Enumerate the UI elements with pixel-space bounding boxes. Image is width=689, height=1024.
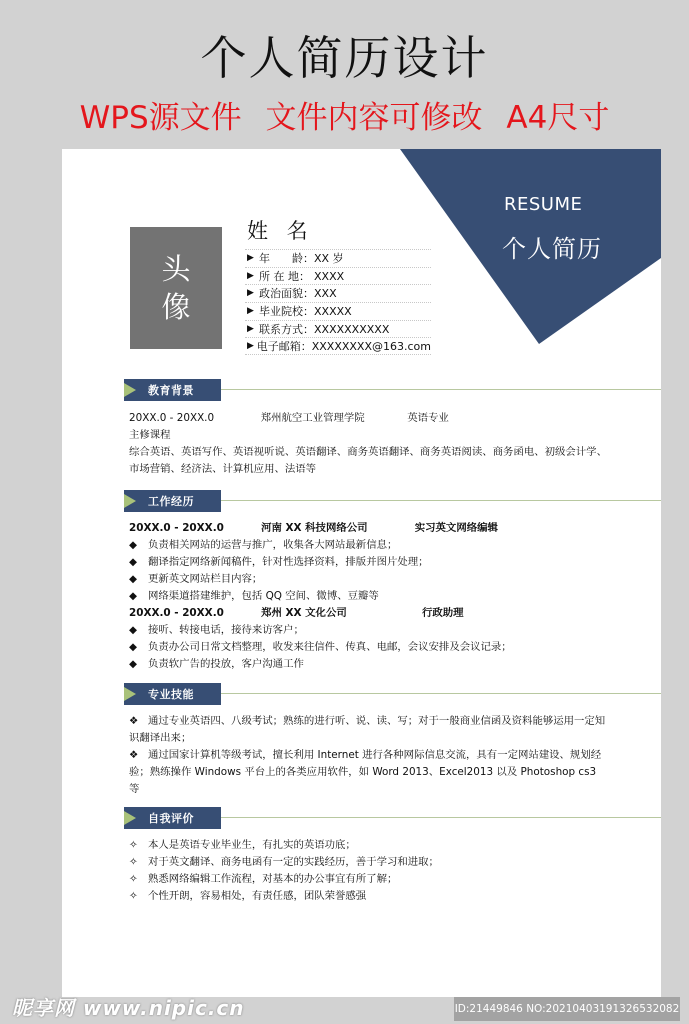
courses-label: 主修课程 <box>129 429 171 441</box>
diamond-bullet-icon: ◆ <box>129 658 137 670</box>
job-duty <box>129 639 512 656</box>
resume-label-cn: 个人简历 <box>502 235 602 263</box>
job-position: 行政助理 <box>421 607 464 619</box>
info-value: XXXXXXXXXX <box>314 322 390 336</box>
banner-subtitle: WPS源文件 文件内容可修改 A4尺寸 <box>79 100 610 136</box>
job-header-1 <box>129 520 498 537</box>
section-tab <box>124 490 221 512</box>
section-divider <box>221 693 661 694</box>
avatar-text-2: 像 <box>161 290 191 324</box>
education-major: 英语专业 <box>407 412 449 424</box>
avatar-text-1: 头 <box>161 252 191 286</box>
diamond-bullet-icon: ◆ <box>129 556 137 568</box>
job-header-2 <box>129 605 464 622</box>
duty-text: 负责软广告的投放，客户沟通工作 <box>148 658 304 670</box>
star-bullet-icon: ✧ <box>129 873 138 885</box>
triangle-bullet-icon: ▶ <box>247 340 254 351</box>
section-tab <box>124 683 221 705</box>
info-row-contact <box>245 320 431 338</box>
section-divider <box>221 389 661 390</box>
triangle-bullet-icon: ▶ <box>247 305 254 316</box>
duty-text: 更新英文网站栏目内容； <box>148 573 263 585</box>
duty-text: 网络渠道搭建维护，包括 QQ 空间、微博、豆瓣等 <box>148 590 379 602</box>
section-title: 教育背景 <box>148 384 194 397</box>
job-duty <box>129 588 379 605</box>
section-header-self-eval <box>124 807 661 829</box>
diamond-dots-bullet-icon: ❖ <box>129 715 139 727</box>
eval-text: 熟悉网络编辑工作流程，对基本的办公事宜有所了解； <box>148 873 398 885</box>
section-divider <box>221 500 661 501</box>
info-label: 电子邮箱： <box>256 339 312 353</box>
skill-item <box>129 713 609 747</box>
arrow-right-icon <box>124 811 136 825</box>
arrow-right-icon <box>124 687 136 701</box>
eval-text: 本人是英语专业毕业生，有扎实的英语功底； <box>148 839 356 851</box>
info-row-location <box>245 267 431 285</box>
skill-text: 通过专业英语四、八级考试；熟练的进行听、说、读、写；对于一般商业信函及资料能够运用一定知识翻译出来； <box>129 715 606 744</box>
candidate-name: 姓 名 <box>247 219 314 243</box>
banner-title: 个人简历设计 <box>200 31 489 85</box>
resume-page <box>62 149 661 997</box>
job-period: 20XX.0 - 20XX.0 <box>129 607 224 619</box>
section-header-education <box>124 379 661 401</box>
info-value: XXXXXXXX@163.com <box>311 339 431 353</box>
watermark-id: ID:21449846 NO:20210403191326532082 <box>454 997 680 1021</box>
section-title: 工作经历 <box>148 495 194 508</box>
education-period: 20XX.0 - 20XX.0 <box>129 412 215 424</box>
info-value: XXXX <box>314 269 345 283</box>
eval-text: 对于英文翻译、商务电函有一定的实践经历，善于学习和进取； <box>148 856 439 868</box>
section-header-work <box>124 490 661 512</box>
job-duty <box>129 554 429 571</box>
eval-item <box>129 871 397 888</box>
section-title: 自我评价 <box>148 812 194 825</box>
triangle-bullet-icon: ▶ <box>247 270 254 281</box>
job-position: 实习英文网络编辑 <box>414 522 498 534</box>
star-bullet-icon: ✧ <box>129 839 138 851</box>
courses-list: 综合英语、英语写作、英语视听说、英语翻译、商务英语翻译、商务英语阅读、商务函电、初级会计学、市场营销、经济法、计算机应用、法语等 <box>129 446 607 475</box>
eval-item <box>129 888 366 905</box>
duty-text: 负责办公司日常文档整理，收发来往信件、传真、电邮，会议安排及会议记录； <box>148 641 512 653</box>
info-value: XXX <box>314 287 337 301</box>
diamond-bullet-icon: ◆ <box>129 590 137 602</box>
info-value: XXXXX <box>314 304 352 318</box>
diamond-bullet-icon: ◆ <box>129 624 137 636</box>
info-row-email <box>245 337 431 355</box>
section-tab <box>124 379 221 401</box>
watermark-site: 昵享网 www.nipic.cn <box>12 996 245 1020</box>
duty-text: 翻译指定网络新闻稿件，针对性选择资料，排版并图片处理； <box>148 556 429 568</box>
job-company: 郑州 XX 文化公司 <box>261 607 347 619</box>
duty-text: 负责相关网站的运营与推广，收集各大网站最新信息； <box>148 539 398 551</box>
duty-text: 接听、转接电话，接待来访客户； <box>148 624 304 636</box>
arrow-right-icon <box>124 383 136 397</box>
job-duty <box>129 571 262 588</box>
eval-text: 个性开朗，容易相处，有责任感，团队荣誉感强 <box>148 890 367 902</box>
star-bullet-icon: ✧ <box>129 856 138 868</box>
star-bullet-icon: ✧ <box>129 890 138 902</box>
skill-item <box>129 747 609 798</box>
diamond-bullet-icon: ◆ <box>129 573 137 585</box>
triangle-bullet-icon: ▶ <box>247 288 254 299</box>
arrow-right-icon <box>124 494 136 508</box>
info-label: 所 在 地： <box>259 269 310 283</box>
job-duty <box>129 537 397 554</box>
education-school: 郑州航空工业管理学院 <box>260 412 365 424</box>
job-duty <box>129 656 304 673</box>
skill-text: 通过国家计算机等级考试，擅长利用 Internet 进行各种网际信息交流，具有一定网站建设、规划经验；熟练操作 Windows 平台上的各类应用软件，如 Word 2013、Excel2013 以及 Photoshop cs3 等 <box>129 749 602 795</box>
info-row-age <box>245 249 431 267</box>
diamond-dots-bullet-icon: ❖ <box>129 749 139 761</box>
info-label: 联系方式： <box>259 322 314 336</box>
triangle-bullet-icon: ▶ <box>247 252 254 263</box>
personal-info-list <box>245 249 431 355</box>
info-label: 政治面貌： <box>259 287 314 301</box>
eval-item <box>129 854 439 871</box>
avatar-placeholder[interactable] <box>130 227 222 349</box>
info-label: 年 龄： <box>259 251 314 265</box>
section-header-skills <box>124 683 661 705</box>
diamond-bullet-icon: ◆ <box>129 539 137 551</box>
info-row-political-status <box>245 284 431 302</box>
section-divider <box>221 817 661 818</box>
info-value: XX 岁 <box>314 251 344 265</box>
triangle-bullet-icon: ▶ <box>247 323 254 334</box>
section-title: 专业技能 <box>148 688 194 701</box>
job-company: 河南 XX 科技网络公司 <box>261 522 368 534</box>
eval-item <box>129 837 356 854</box>
education-row <box>129 410 449 427</box>
section-tab <box>124 807 221 829</box>
job-duty <box>129 622 304 639</box>
resume-label-en: RESUME <box>504 194 583 215</box>
info-row-school <box>245 302 431 320</box>
job-period: 20XX.0 - 20XX.0 <box>129 522 224 534</box>
diamond-bullet-icon: ◆ <box>129 641 137 653</box>
info-label: 毕业院校： <box>259 304 314 318</box>
